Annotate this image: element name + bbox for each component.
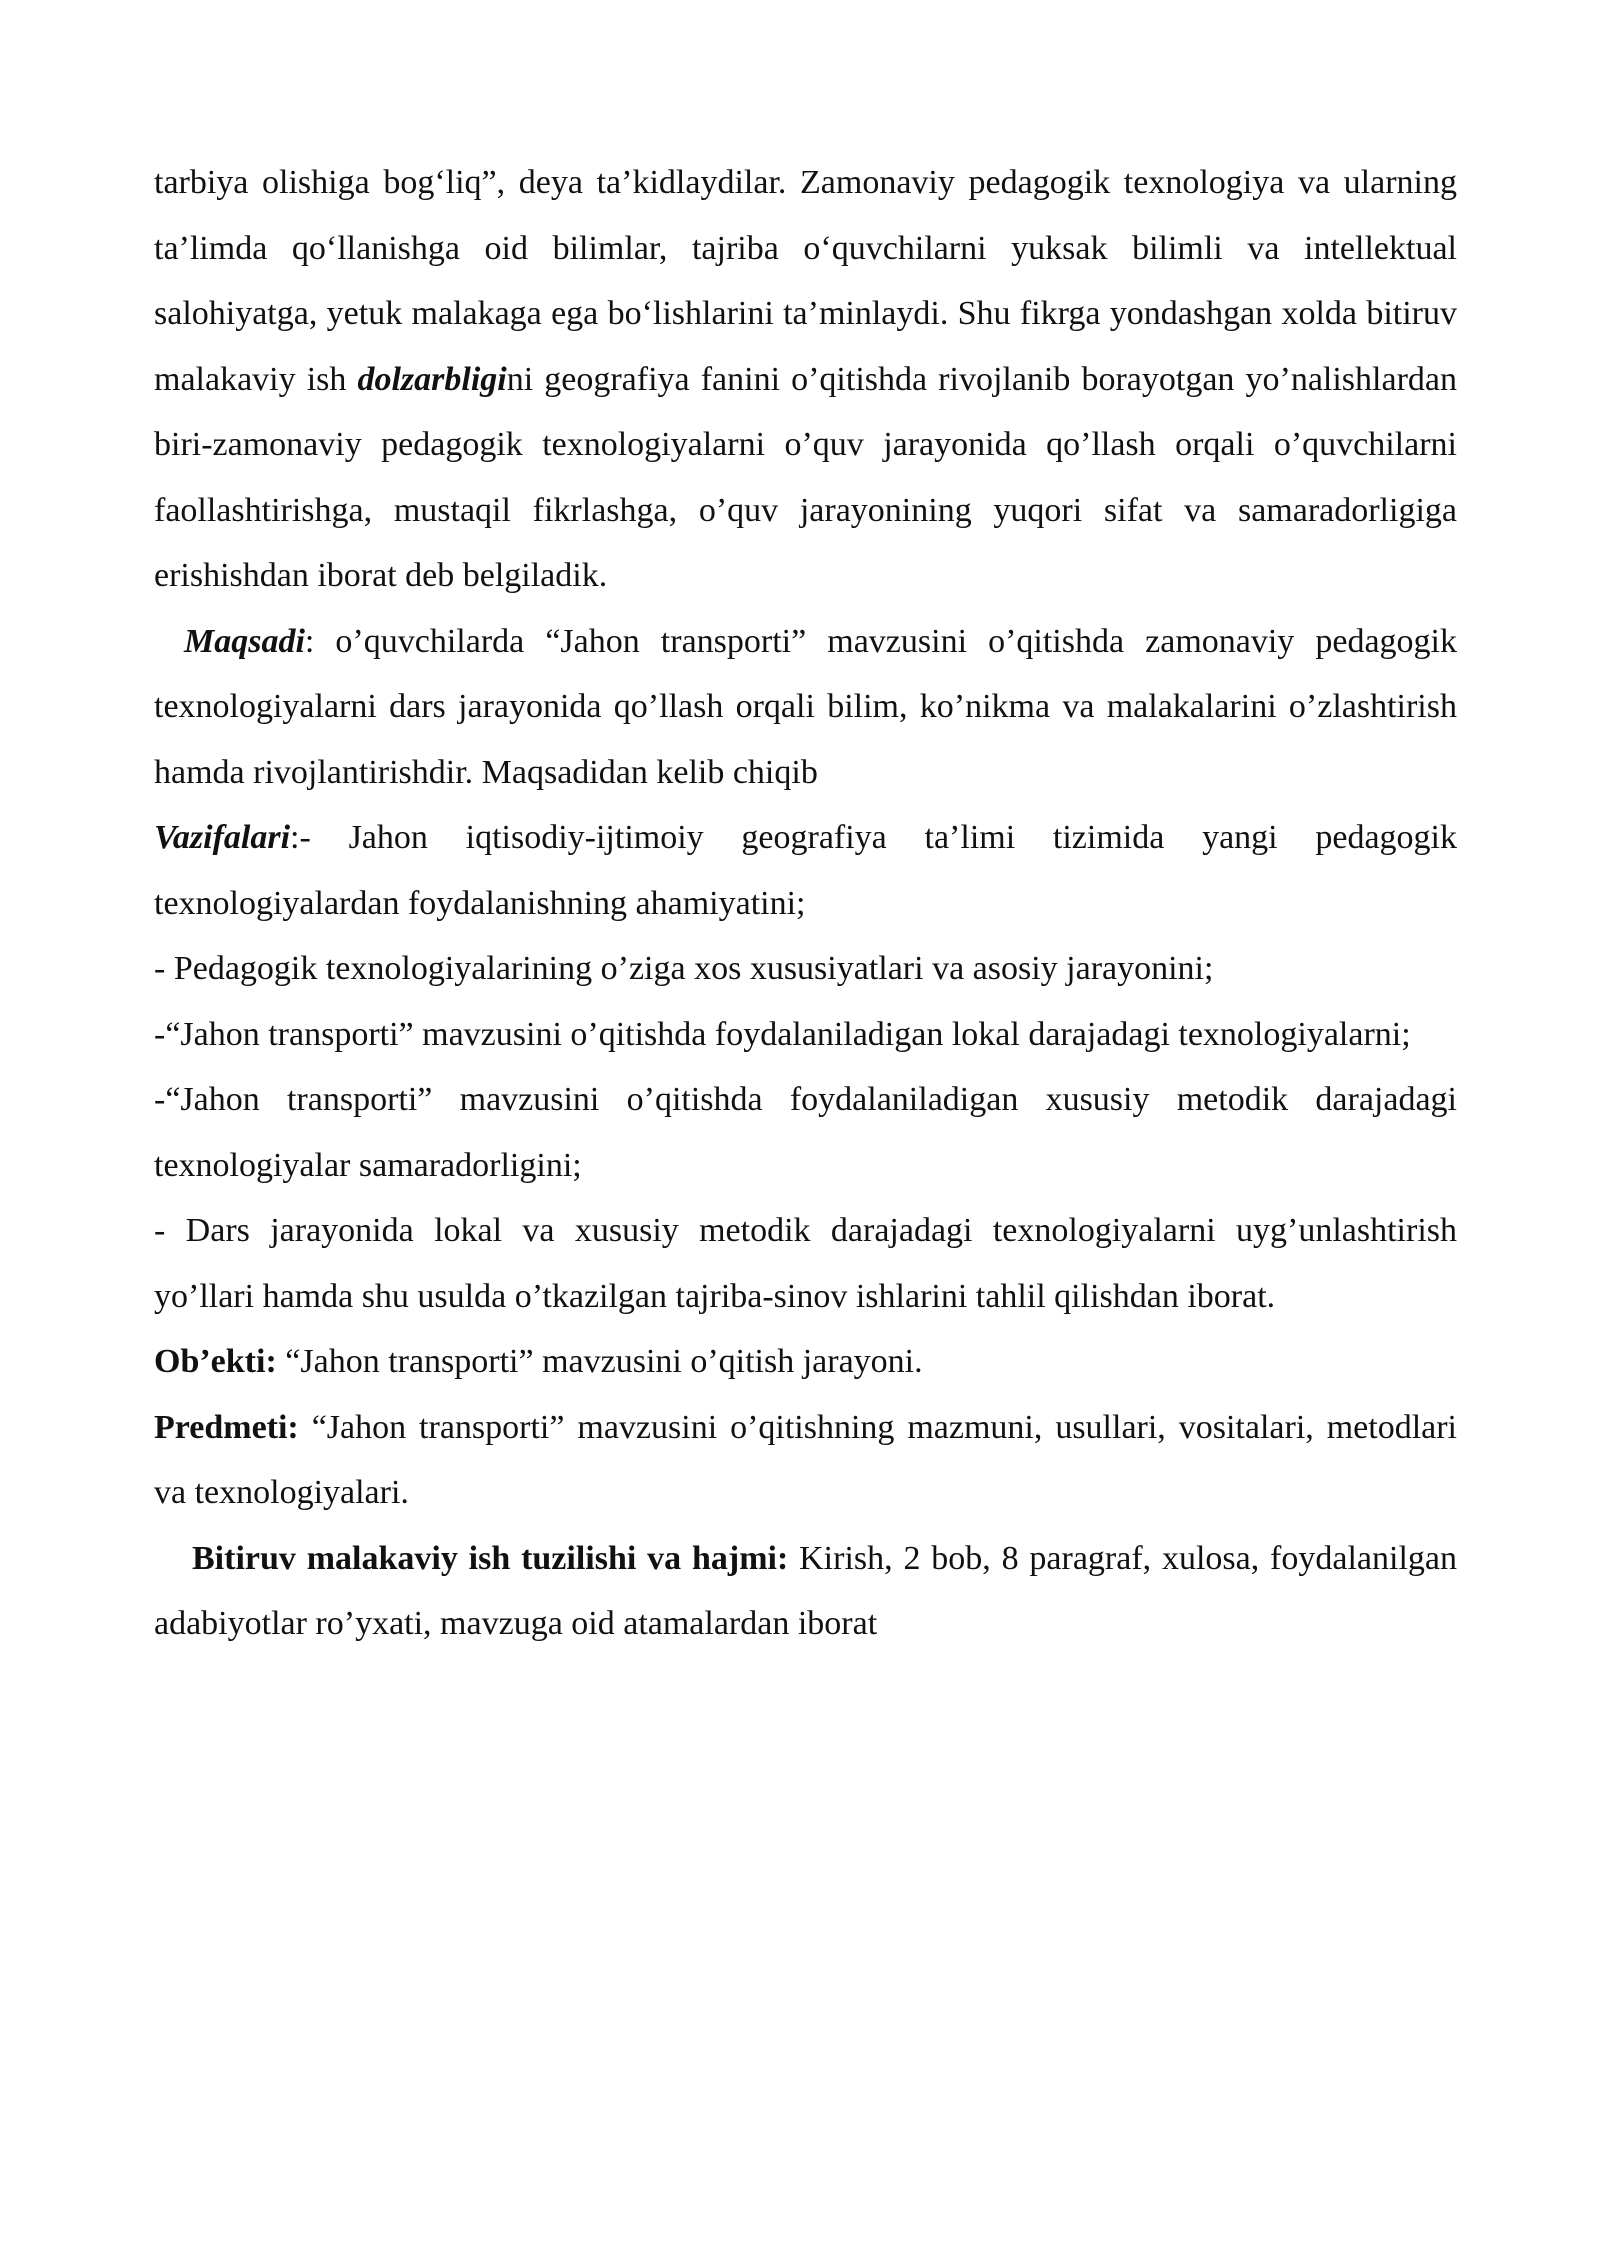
vazifalari-text: :- Jahon iqtisodiy-ijtimoiy geografiya ta’limi tizimida yangi pedagogik texnologiyalardan foydalanishning ahamiyatini; [154, 819, 1457, 922]
intro-text-part1: tarbiya olishiga bog‘liq”, deya ta’kidlaydilar. Zamonaviy pedagogik texnologiya va ularning ta’limda qo‘llanishga oid bilimlar, tajriba o‘quvchilarni yuksak bilimli va intellektual salohiyatga, yetuk malakaga ega bo‘lishlarini ta’minlaydi. Shu fikrga yondashgan xolda bitiruv malakaviy ish [154, 164, 1457, 398]
predmeti-text: “Jahon transporti” mavzusini o’qitishning mazmuni, usullari, vositalari, metodlari va texnologiyalari. [154, 1408, 1457, 1511]
intro-emphasis-dolzarbligi: dolzarbligi [357, 360, 507, 398]
paragraph-intro [154, 150, 1457, 609]
tuzilishi-label: Bitiruv malakaviy ish tuzilishi va hajmi: [192, 1539, 789, 1577]
paragraph-predmeti [154, 1395, 1457, 1526]
vazifalari-label: Vazifalari [154, 819, 291, 856]
tuzilishi-text: Kirish, 2 bob, 8 paragraf, xulosa, foydalanilgan adabiyotlar ro’yxati, mavzuga oid atamalardan iborat [154, 1539, 1457, 1642]
maqsadi-label: Maqsadi [184, 622, 305, 660]
obekti-label: Ob’ekti: [154, 1343, 277, 1380]
document-page [154, 150, 1457, 1657]
maqsadi-text: : o’quvchilarda “Jahon transporti” mavzusini o’qitishda zamonaviy pedagogik texnologiyalarni dars jarayonida qo’llash orqali bilim, ko’nikma va malakalarini o’zlashtirish hamda rivojlantirishdir. Maqsadidan kelib chiqib [154, 622, 1457, 791]
paragraph-maqsadi [154, 609, 1457, 937]
task-item-3: -“Jahon transporti” mavzusini o’qitishda foydalaniladigan xususiy metodik darajadagi texnologiyalar samaradorligini; [154, 1081, 1457, 1184]
paragraph-obekti [154, 1329, 1457, 1395]
task-item-4: - Dars jarayonida lokal va xususiy metodik darajadagi texnologiyalarni uyg’unlashtirish yo’llari hamda shu usulda o’tkazilgan tajriba-sinov ishlarini tahlil qilishdan iborat. [154, 1212, 1457, 1315]
obekti-text: “Jahon transporti” mavzusini o’qitish jarayoni. [276, 1343, 923, 1380]
intro-text-part2: ni geografiya fanini o’qitishda rivojlanib borayotgan yo’nalishlardan biri-zamonaviy pedagogik texnologiyalarni o’quv jarayonida qo’llash orqali o’quvchilarni faollashtirishga, mustaqil fikrlashga, o’quv jarayonining yuqori sifat va samaradorligiga erishishdan iborat deb belgiladik. [154, 360, 1457, 594]
paragraph-tuzilishi [154, 1526, 1457, 1657]
task-item-1: - Pedagogik texnologiyalarining o’ziga xos xususiyatlari va asosiy jarayonini; [154, 950, 1214, 987]
predmeti-label: Predmeti: [154, 1408, 299, 1446]
task-item-2: -“Jahon transporti” mavzusini o’qitishda foydalaniladigan lokal darajadagi texnologiyalarni; [154, 1015, 1411, 1053]
